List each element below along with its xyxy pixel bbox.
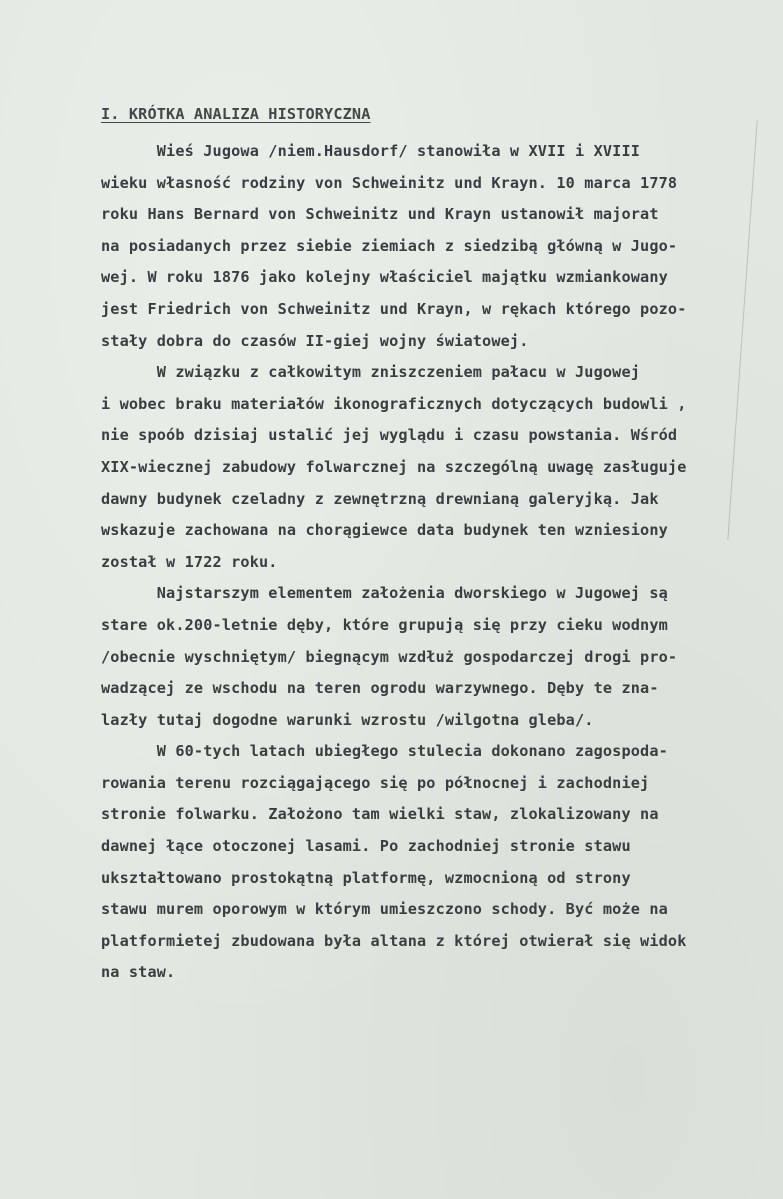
text-line: na posiadanych przez siebie ziemiach z siedzibą główną w Jugo- [101, 236, 678, 255]
text-line: W związku z całkowitym zniszczeniem pałacu w Jugowej [101, 363, 641, 382]
text-line: wej. W roku 1876 jako kolejny właściciel majątku wzmiankowany [101, 268, 668, 287]
text-line: platformietej zbudowana była altana z której otwierał się widok [101, 931, 687, 950]
text-line: wskazuje zachowana na chorągiewce data budynek ten wzniesiony [101, 521, 668, 540]
text-line: Najstarszym elementem założenia dworskiego w Jugowej są [101, 584, 668, 603]
text-line: XIX-wiecznej zabudowy folwarcznej na szczególną uwagę zasługuje [101, 457, 687, 476]
text-line: rowania terenu rozciągającego się po północnej i zachodniej [101, 773, 650, 792]
text-line: został w 1722 roku. [101, 552, 278, 571]
text-line: i wobec braku materiałów ikonograficznych dotyczących budowli , [101, 394, 687, 413]
paragraph-oaks [101, 578, 773, 736]
text-line: nie spoób dzisiaj ustalić jej wyglądu i czasu powstania. Wśród [101, 426, 678, 445]
text-line: roku Hans Bernard von Schweinitz und Krayn ustanowił majorat [101, 205, 659, 224]
text-line: na staw. [101, 963, 176, 982]
text-line: wieku własność rodziny von Schweinitz und Krayn. 10 marca 1778 [101, 173, 678, 192]
text-line: wadzącej ze wschodu na teren ogrodu warzywnego. Dęby te zna- [101, 679, 659, 698]
text-line: dawny budynek czeladny z zewnętrzną drewnianą galeryjką. Jak [101, 489, 659, 508]
text-line: stawu murem oporowym w którym umieszczono schody. Być może na [101, 900, 668, 919]
paragraph-history [101, 136, 773, 357]
text-line: ukształtowano prostokątną platformę, wzmocnioną od strony [101, 868, 631, 887]
text-line: lazły tutaj dogodne warunki wzrostu /wilgotna gleba/. [101, 710, 594, 729]
text-line: stały dobra do czasów II-giej wojny światowej. [101, 331, 529, 350]
paragraph-pond [101, 736, 773, 989]
text-line: dawnej łące otoczonej lasami. Po zachodniej stronie stawu [101, 837, 631, 856]
text-line: stare ok.200-letnie dęby, które grupują się przy cieku wodnym [101, 615, 668, 634]
text-line: jest Friedrich von Schweinitz und Krayn, w rękach którego pozo- [101, 299, 687, 318]
section-title: I. KRÓTKA ANALIZA HISTORYCZNA [101, 105, 371, 123]
text-line: /obecnie wyschniętym/ biegnącym wzdłuż gospodarczej drogi pro- [101, 647, 678, 666]
document-body [101, 96, 773, 989]
text-line: stronie folwarku. Założono tam wielki staw, zlokalizowany na [101, 805, 659, 824]
text-line: Wieś Jugowa /niem.Hausdorf/ stanowiła w XVII i XVIII [101, 142, 641, 160]
paragraph-buildings [101, 357, 773, 578]
text-line: W 60-tych latach ubiegłego stulecia dokonano zagospoda- [101, 742, 668, 761]
